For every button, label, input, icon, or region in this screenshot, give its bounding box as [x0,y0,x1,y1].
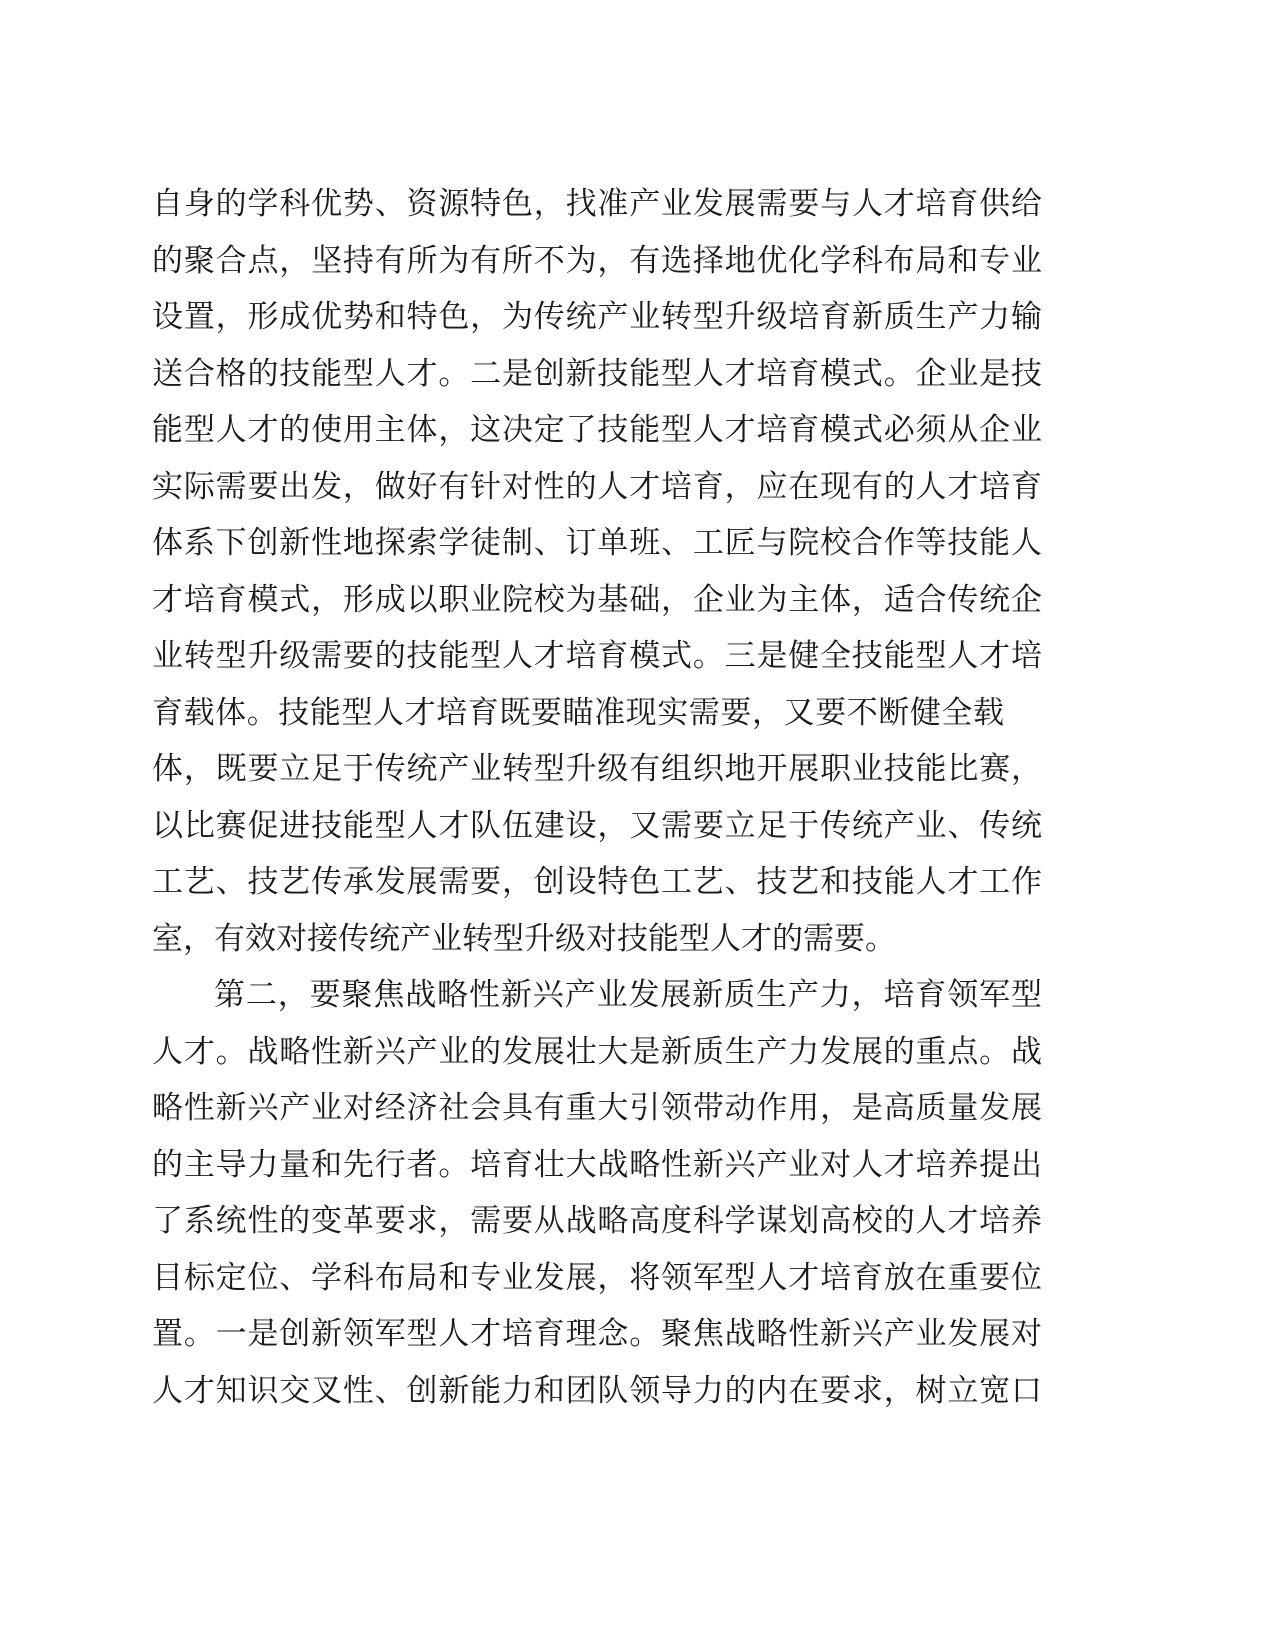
text-line: 体，既要立足于传统产业转型升级有组织地开展职业技能比赛， [152,751,1042,787]
text-line: 室，有效对接传统产业转型升级对技能型人才的需要。 [152,920,896,957]
text-line: 业转型升级需要的技能型人才培育模式。三是健全技能型人才培 [152,638,1042,674]
text-line: 人才。战略性新兴产业的发展壮大是新质生产力发展的重点。战 [152,1033,1042,1070]
text-line: 目标定位、学科布局和专业发展，将领军型人才培育放在重要位 [152,1259,1042,1296]
paragraph-first-line: 第二，要聚焦战略性新兴产业发展新质生产力，培育领军型 [214,977,1042,1013]
text-line: 工艺、技艺传承发展需要，创设特色工艺、技艺和技能人才工作 [152,864,1042,900]
text-line: 的聚合点，坚持有所为有所不为，有选择地优化学科布局和专业 [152,242,1042,279]
text-line: 能型人才的使用主体，这决定了技能型人才培育模式必须从企业 [152,412,1042,448]
text-line: 以比赛促进技能型人才队伍建设，又需要立足于传统产业、传统 [152,807,1042,844]
text-line: 体系下创新性地探索学徒制、订单班、工匠与院校合作等技能人 [152,525,1042,561]
text-line: 才培育模式，形成以职业院校为基础，企业为主体，适合传统企 [152,581,1042,618]
text-line: 育载体。技能型人才培育既要瞄准现实需要，又要不断健全载 [152,694,1004,731]
text-line: 实际需要出发，做好有针对性的人才培育，应在现有的人才培育 [152,468,1042,505]
text-line: 置。一是创新领军型人才培育理念。聚焦战略性新兴产业发展对 [152,1316,1042,1352]
text-line: 人才知识交叉性、创新能力和团队领导力的内在要求，树立宽口 [152,1372,1042,1409]
text-line: 设置，形成优势和特色，为传统产业转型升级培育新质生产力输 [152,299,1042,335]
text-line: 了系统性的变革要求，需要从战略高度科学谋划高校的人才培养 [152,1203,1042,1239]
text-line: 略性新兴产业对经济社会具有重大引领带动作用，是高质量发展 [152,1090,1042,1126]
text-line: 的主导力量和先行者。培育壮大战略性新兴产业对人才培养提出 [152,1146,1042,1183]
text-line: 送合格的技能型人才。二是创新技能型人才培育模式。企业是技 [152,355,1042,392]
text-line: 自身的学科优势、资源特色，找准产业发展需要与人才培育供给 [152,186,1042,222]
body-text [152,176,1042,1419]
